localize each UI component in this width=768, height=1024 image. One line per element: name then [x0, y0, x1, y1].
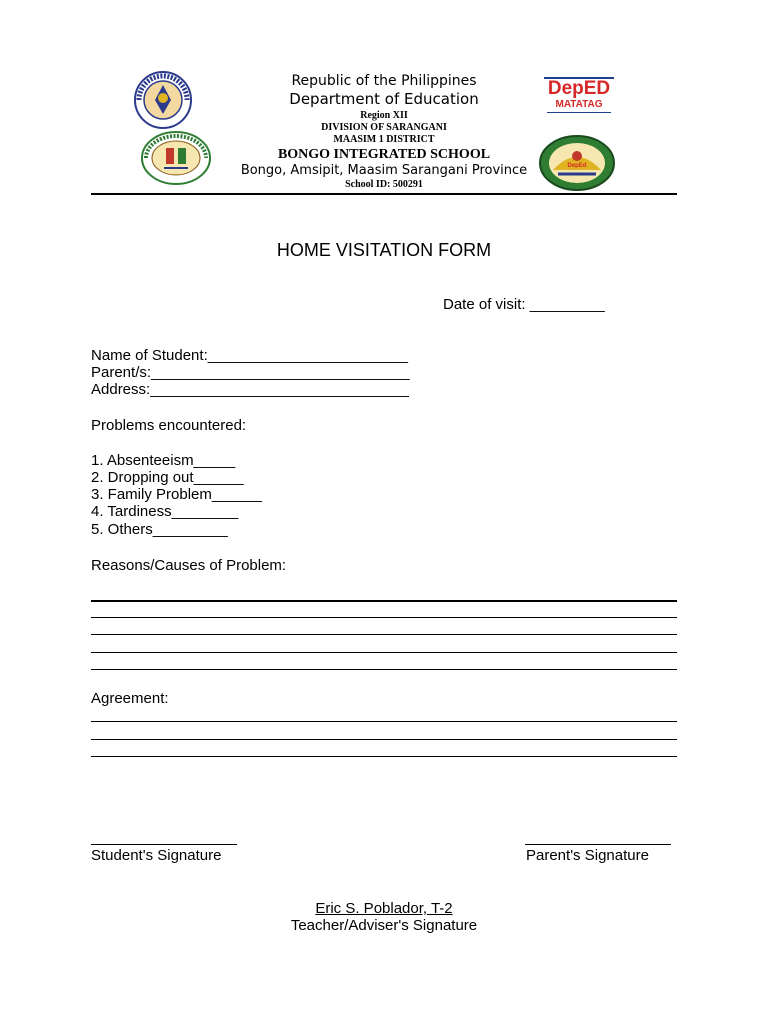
student-name-field[interactable]: Name of Student:________________________ [91, 347, 408, 364]
teacher-name: Eric S. Poblador, T-2 [315, 900, 453, 917]
problem-item-dropping-out[interactable]: 2. Dropping out______ [91, 469, 244, 486]
reasons-line[interactable] [91, 652, 677, 653]
reasons-line[interactable] [91, 617, 677, 618]
problem-item-others[interactable]: 5. Others_________ [91, 521, 228, 538]
header-divider [91, 193, 677, 195]
school-seal-logo [140, 130, 212, 186]
republic-heading: Republic of the Philippines [291, 73, 477, 89]
parent-signature-line[interactable] [525, 844, 671, 845]
agreement-heading: Agreement: [91, 690, 169, 707]
agreement-line[interactable] [91, 739, 677, 740]
agreement-line[interactable] [91, 721, 677, 722]
parent-signature-label: Parent's Signature [526, 847, 649, 864]
teacher-signature-label: Teacher/Adviser's Signature [290, 917, 478, 934]
address-field[interactable]: Address:_______________________________ [91, 381, 409, 398]
deped-small-label: DepEd [567, 163, 587, 169]
deped-matatag-logo [541, 77, 617, 121]
reasons-line[interactable] [91, 634, 677, 635]
region-heading: Region XII [360, 110, 408, 121]
problem-item-family-problem[interactable]: 3. Family Problem______ [91, 486, 262, 503]
matatag-wordmark: MATATAG [555, 99, 603, 110]
district-heading: MAASIM 1 DISTRICT [333, 134, 435, 145]
problem-item-tardiness[interactable]: 4. Tardiness________ [91, 503, 239, 520]
division-heading: DIVISION OF SARANGANI [321, 122, 447, 133]
school-id: School ID: 500291 [345, 179, 423, 190]
problem-item-absenteeism[interactable]: 1. Absenteeism_____ [91, 452, 236, 469]
form-title: HOME VISITATION FORM [276, 240, 492, 260]
deped-wordmark: DepED [547, 78, 611, 99]
reasons-line[interactable] [91, 669, 677, 670]
student-signature-line[interactable] [91, 844, 237, 845]
reasons-line[interactable] [91, 600, 677, 602]
reasons-heading: Reasons/Causes of Problem: [91, 557, 287, 574]
problems-heading: Problems encountered: [91, 417, 247, 434]
agreement-line[interactable] [91, 756, 677, 757]
school-address: Bongo, Amsipit, Maasim Sarangani Province [240, 163, 528, 178]
department-heading: Department of Education [289, 90, 479, 108]
date-of-visit-field[interactable]: Date of visit: _________ [443, 296, 605, 313]
deped-seal-logo [133, 70, 193, 130]
student-signature-label: Student's Signature [91, 847, 222, 864]
school-name: BONGO INTEGRATED SCHOOL [277, 147, 491, 162]
parents-field[interactable]: Parent/s:_______________________________ [91, 364, 410, 381]
